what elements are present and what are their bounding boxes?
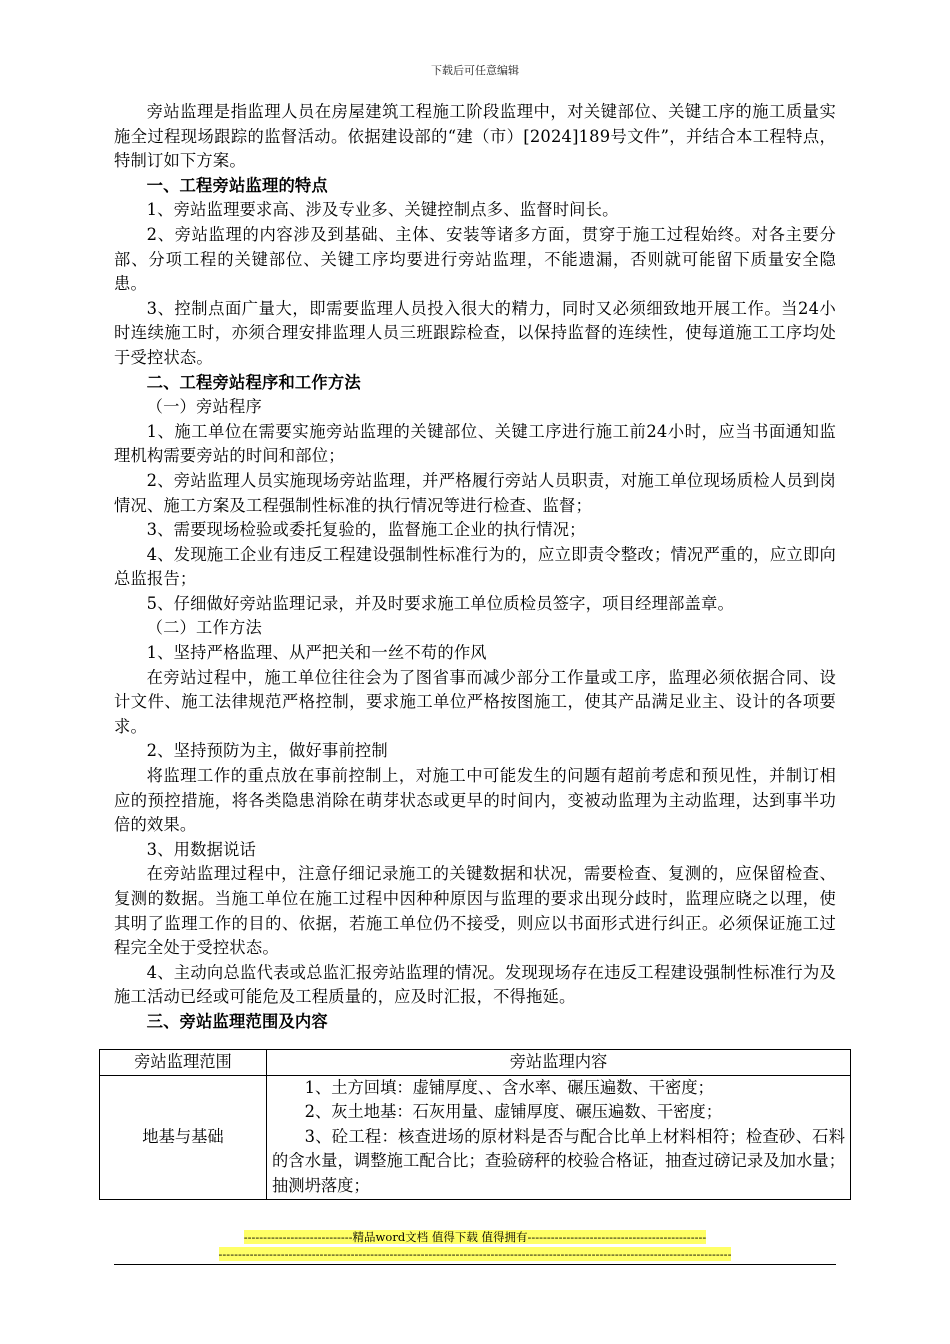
footer-divider: [114, 1264, 836, 1265]
scope-table: [99, 1049, 851, 1200]
scope-content-item: 1、土方回填：虚铺厚度、、含水率、碾压遍数、干密度；: [304, 1077, 714, 1097]
paragraph: 4、发现施工企业有违反工程建设强制性标准行为的，应立即责令整改；情况严重的，应立即向总监报告；: [114, 544, 836, 589]
paragraph: 1、坚持严格监理、从严把关和一丝不苟的作风: [146, 643, 487, 663]
section-heading: 二、工程旁站程序和工作方法: [146, 372, 361, 392]
paragraph: 3、控制点面广量大，即需要监理人员投入很大的精力，同时又必须细致地开展工作。当24小时连续施工时，亦须合理安排监理人员三班跟踪检查，以保持监督的连续性，使每道施工工序均处于受控状态。: [114, 298, 836, 367]
scope-range-cell: 地基与基础: [100, 1075, 267, 1199]
section-heading: 一、工程旁站监理的特点: [146, 175, 328, 195]
scope-content-item: 2、灰土地基：石灰用量、虚铺厚度、碾压遍数、干密度；: [304, 1102, 722, 1122]
paragraph: 将监理工作的重点放在事前控制上，对施工中可能发生的问题有超前考虑和预见性，并制订相应的预控措施，将各类隐患消除在萌芽状态或更早的时间内，变被动监理为主动监理，达到事半功倍的效果。: [114, 766, 836, 835]
paragraph: 2、旁站监理人员实施现场旁站监理，并严格履行旁站人员职责，对施工单位现场质检人员到岗情况、施工方案及工程强制性标准的执行情况等进行检查、监督；: [114, 470, 836, 515]
scope-content-item: 3、砼工程：核查进场的原材料是否与配合比单上材料相符；检查砂、石料的含水量，调整施工配合比；查验磅秤的校验合格证，抽查过磅记录及加水量；抽测坍落度；: [272, 1126, 845, 1195]
paragraph: 3、用数据说话: [146, 839, 257, 859]
table-header-row: [100, 1050, 851, 1076]
paragraph: 旁站监理是指监理人员在房屋建筑工程施工阶段监理中，对关键部位、关键工序的施工质量实施全过程现场跟踪的监督活动。依据建设部的“建（市）[2024]189号文件”，并结合本工程特点，特制订如下方案。: [114, 102, 836, 171]
header-note: 下载后可任意编辑: [431, 64, 519, 77]
scope-content-cell: [267, 1075, 851, 1199]
paragraph: 5、仔细做好旁站监理记录，并及时要求施工单位质检员签字，项目经理部盖章。: [146, 593, 735, 613]
paragraph: （二）工作方法: [146, 618, 262, 638]
footer-banner-line-1: ----------------------------精品word文档 值得下载 值得拥有----------------------------------------------: [243, 1230, 707, 1244]
paragraph: 在旁站监理过程中，注意仔细记录施工的关键数据和状况，需要检查、复测的，应保留检查、复测的数据。当施工单位在施工过程中因种种原因与监理的要求出现分歧时，监理应晓之以理，使其明了监理工作的目的、依据，若施工单位仍不接受，则应以书面形式进行纠正。必须保证施工过程完全处于受控状态。: [114, 864, 836, 958]
column-header-range: 旁站监理范围: [100, 1050, 267, 1076]
document-body: [114, 100, 836, 1035]
paragraph: 2、坚持预防为主，做好事前控制: [146, 741, 388, 761]
paragraph: 1、旁站监理要求高、涉及专业多、关键控制点多、监督时间长。: [146, 200, 619, 220]
table-row: [100, 1075, 851, 1199]
paragraph: 1、施工单位在需要实施旁站监理的关键部位、关键工序进行施工前24小时，应当书面通知监理机构需要旁站的时间和部位；: [114, 421, 836, 466]
paragraph: 在旁站过程中，施工单位往往会为了图省事而减少部分工作量或工序，监理必须依据合同、设计文件、施工法律规范严格控制，要求施工单位严格按图施工，使其产品满足业主、设计的各项要求。: [114, 667, 836, 736]
paragraph: 4、主动向总监代表或总监汇报旁站监理的情况。发现现场存在违反工程建设强制性标准行为及施工活动已经或可能危及工程质量的，应及时汇报，不得拖延。: [114, 962, 836, 1007]
footer-banner: [0, 1229, 950, 1263]
section-heading: 三、旁站监理范围及内容: [146, 1011, 328, 1031]
column-header-content: 旁站监理内容: [267, 1050, 851, 1076]
footer-banner-line-2: ------------------------------------------------------------------------------------------------------------------------------------: [218, 1247, 732, 1261]
paragraph: 2、旁站监理的内容涉及到基础、主体、安装等诸多方面，贯穿于施工过程始终。对各主要分部、分项工程的关键部位、关键工序均要进行旁站监理，不能遗漏，否则就可能留下质量安全隐患。: [114, 224, 836, 294]
paragraph: 3、需要现场检验或委托复验的，监督施工企业的执行情况；: [146, 520, 586, 540]
paragraph: （一）旁站程序: [146, 397, 262, 417]
